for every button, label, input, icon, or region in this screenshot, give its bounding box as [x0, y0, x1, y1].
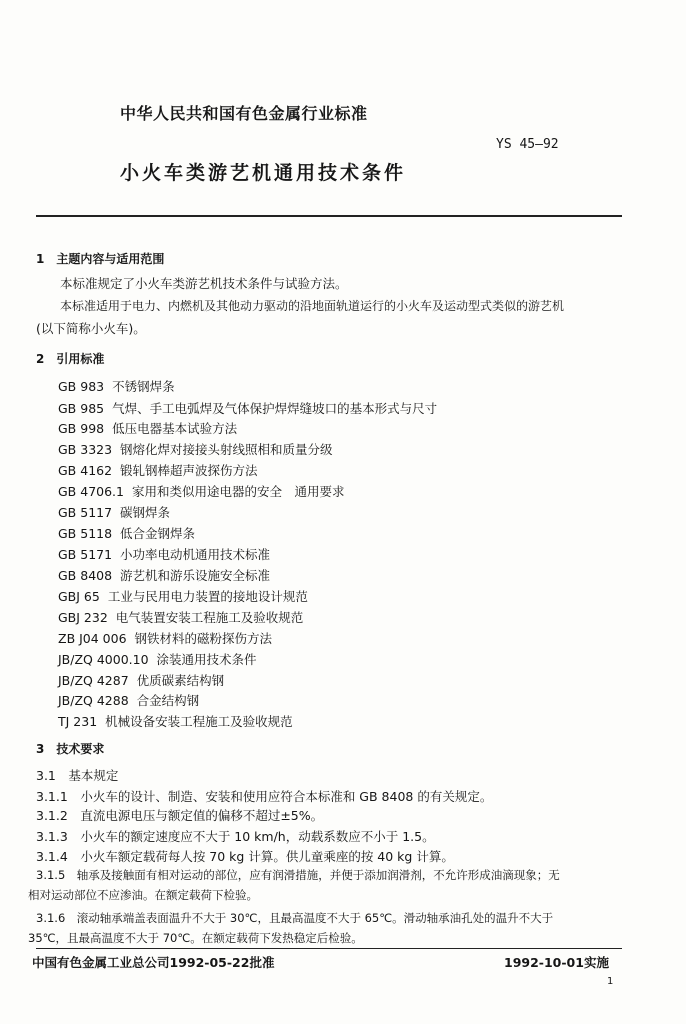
- reference-code: GB 8408: [58, 568, 113, 583]
- reference-title: 电气装置安装工程施工及验收规范: [115, 610, 304, 625]
- reference-item: [58, 608, 303, 626]
- clause-text: 小火车额定载荷每人按 70 kg 计算。供儿童乘座的按 40 kg 计算。: [80, 849, 454, 864]
- reference-item: [58, 482, 345, 500]
- subsection-3-1-heading: 3.1 基本规定: [36, 768, 119, 783]
- section-1-paragraph-2-line-2: (以下简称小火车)。: [36, 321, 146, 336]
- clause-3-1-3: [36, 827, 435, 845]
- implementation-date: 1992-10-01实施: [504, 955, 609, 970]
- clause-3-1-4: [36, 847, 454, 865]
- reference-title: 小功率电动机通用技术标准: [120, 547, 271, 562]
- reference-title: 气焊、手工电弧焊及气体保护焊焊缝坡口的基本形式与尺寸: [112, 401, 438, 416]
- reference-item: [58, 399, 437, 417]
- reference-item: [58, 503, 170, 521]
- reference-title: 钢铁材料的磁粉探伤方法: [134, 631, 273, 646]
- reference-item: [58, 629, 272, 647]
- clause-3-1-5-line-2: 相对运动部位不应渗油。在额定载荷下检验。: [28, 888, 258, 902]
- reference-item: [58, 440, 333, 458]
- section-3-heading: 3 技术要求: [36, 742, 105, 756]
- reference-code: JB/ZQ 4000.10: [58, 652, 149, 667]
- reference-code: GBJ 65: [58, 589, 100, 604]
- reference-item: [58, 650, 257, 668]
- reference-code: JB/ZQ 4288: [58, 693, 129, 708]
- reference-code: GB 998: [58, 421, 105, 436]
- reference-code: GB 5117: [58, 505, 113, 520]
- document-title: 小火车类游艺机通用技术条件: [120, 162, 407, 184]
- reference-title: 锻轧钢棒超声波探伤方法: [120, 463, 258, 478]
- reference-title: 不锈钢焊条: [112, 379, 175, 394]
- reference-item: [58, 419, 237, 437]
- reference-code: TJ 231: [58, 714, 98, 729]
- clause-number: 3.1.4: [36, 849, 68, 864]
- reference-item: [58, 671, 224, 689]
- reference-title: 低压电器基本试验方法: [112, 421, 238, 436]
- reference-item: [58, 377, 175, 395]
- clause-number: 3.1.2: [36, 808, 68, 823]
- section-1-heading: 1 主题内容与适用范围: [36, 252, 165, 266]
- reference-item: [58, 566, 270, 584]
- reference-item: [58, 461, 258, 479]
- reference-item: [58, 712, 293, 730]
- reference-title: 游艺机和游乐设施安全标准: [120, 568, 271, 583]
- reference-title: 钢熔化焊对接接头射线照相和质量分级: [120, 442, 333, 457]
- reference-code: GB 5118: [58, 526, 113, 541]
- reference-item: [58, 691, 199, 709]
- clause-3-1-6-line-2: 35℃，且最高温度不大于 70℃。在额定载荷下发热稳定后检验。: [28, 931, 363, 945]
- reference-code: GBJ 232: [58, 610, 108, 625]
- section-1-paragraph-1: 本标准规定了小火车类游艺机技术条件与试验方法。: [60, 276, 348, 291]
- clause-text: 小火车的设计、制造、安装和使用应符合本标准和 GB 8408 的有关规定。: [80, 789, 493, 804]
- clause-3-1-2: [36, 806, 323, 824]
- reference-title: 合金结构钢: [136, 693, 200, 708]
- reference-code: GB 983: [58, 379, 105, 394]
- section-1-paragraph-2-line-1: 本标准适用于电力、内燃机及其他动力驱动的沿地面轨道运行的小火车及运动型式类似的游艺机: [60, 299, 565, 313]
- approval-info: 中国有色金属工业总公司1992-05-22批准: [32, 955, 275, 970]
- reference-code: GB 4706.1: [58, 484, 124, 499]
- reference-title: 低合金钢焊条: [120, 526, 196, 541]
- reference-item: [58, 587, 308, 605]
- reference-code: GB 5171: [58, 547, 113, 562]
- reference-title: 涂装通用技术条件: [156, 652, 257, 667]
- footer-rule: [36, 948, 622, 949]
- reference-title: 家用和类似用途电器的安全 通用要求: [131, 484, 345, 499]
- reference-code: GB 985: [58, 401, 105, 416]
- clause-number: 3.1.3: [36, 829, 68, 844]
- reference-item: [58, 545, 270, 563]
- section-2-heading: 2 引用标准: [36, 352, 105, 366]
- reference-title: 优质碳素结构钢: [136, 673, 225, 688]
- reference-code: GB 3323: [58, 442, 113, 457]
- reference-title: 碳钢焊条: [120, 505, 171, 520]
- reference-item: [58, 524, 195, 542]
- reference-title: 机械设备安装工程施工及验收规范: [105, 714, 293, 729]
- reference-code: ZB J04 006: [58, 631, 127, 646]
- reference-code: JB/ZQ 4287: [58, 673, 129, 688]
- clause-3-1-1: [36, 787, 492, 805]
- reference-code: GB 4162: [58, 463, 113, 478]
- page-number: 1: [607, 976, 614, 987]
- clause-text: 直流电源电压与额定值的偏移不超过±5%。: [80, 808, 324, 823]
- standard-number: YS 45—92: [496, 137, 559, 152]
- clause-3-1-6-line-1: 3.1.6 滚动轴承端盖表面温升不大于 30℃，且最高温度不大于 65℃。滑动轴承油孔处的温升不大于: [36, 911, 554, 925]
- org-standard-heading: 中华人民共和国有色金属行业标准: [120, 104, 368, 123]
- clause-number: 3.1.1: [36, 789, 68, 804]
- reference-title: 工业与民用电力装置的接地设计规范: [107, 589, 308, 604]
- clause-3-1-5-line-1: 3.1.5 轴承及接触面有相对运动的部位，应有润滑措施，并便于添加润滑剂，不允许形成油滴现象；无: [36, 868, 560, 882]
- clause-text: 小火车的额定速度应不大于 10 km/h，动载系数应不小于 1.5。: [80, 829, 435, 844]
- header-rule: [36, 215, 622, 217]
